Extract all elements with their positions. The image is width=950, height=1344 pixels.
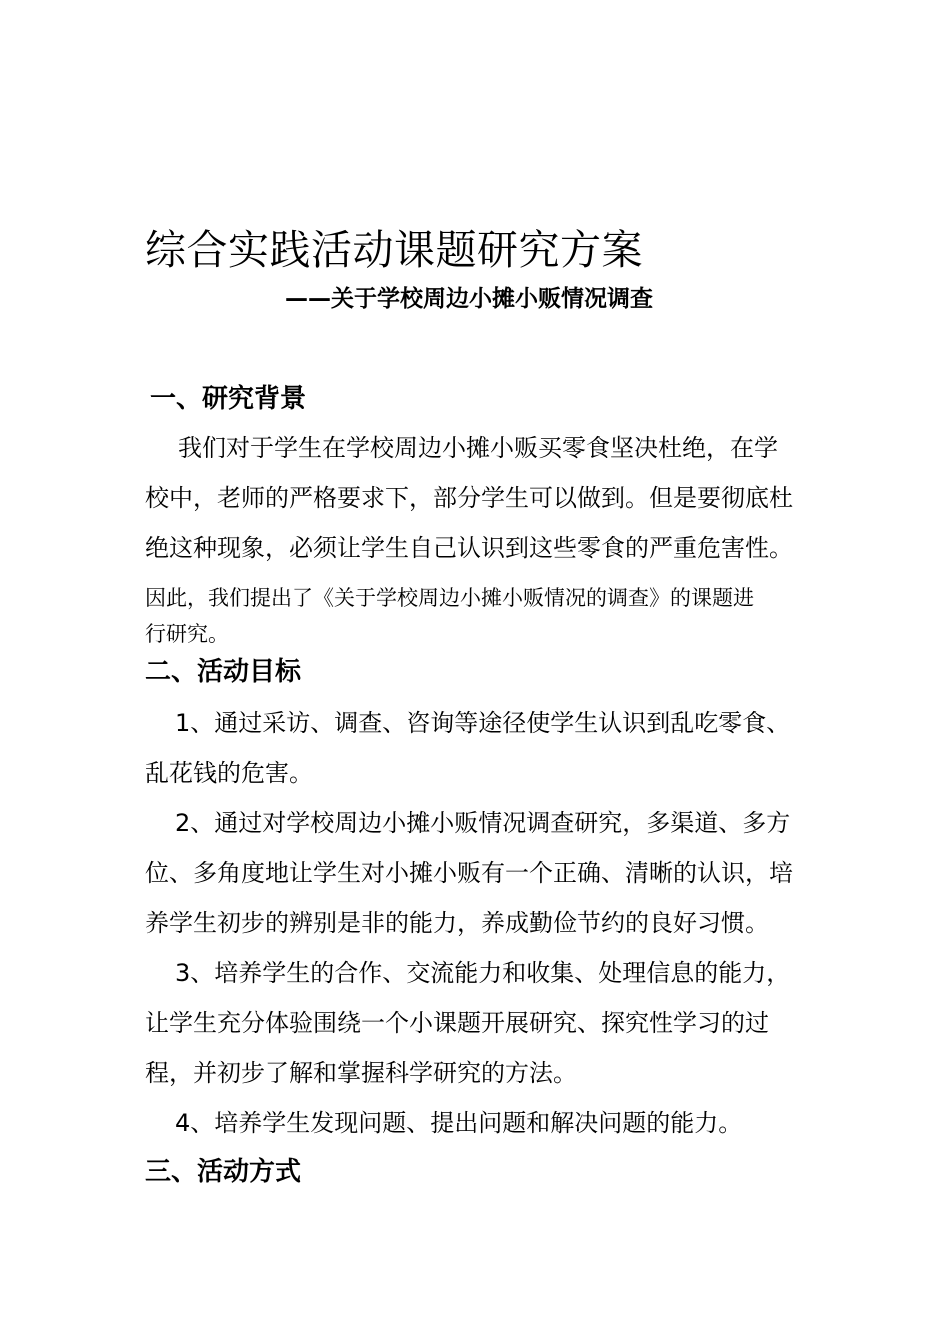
list-item-number: 2	[175, 809, 191, 837]
paragraph-line: 绝这种现象，必须让学生自己认识到这些零食的严重危害性。	[145, 534, 793, 562]
section-heading-methods: 三、活动方式	[145, 1157, 302, 1187]
list-item-text: 、通过采访、调查、咨询等途径使学生认识到乱吃零食、	[190, 709, 791, 737]
list-item-number: 3	[175, 959, 191, 987]
document-subtitle: ——关于学校周边小摊小贩情况调查	[285, 286, 653, 312]
list-item-1-line	[175, 706, 790, 740]
list-item-3-line: 让学生充分体验围绕一个小课题开展研究、探究性学习的过	[145, 1009, 769, 1037]
list-item-2-line: 养学生初步的辨别是非的能力，养成勤俭节约的良好习惯。	[145, 909, 769, 937]
section-heading-background: 一、研究背景	[150, 384, 307, 414]
document-title: 综合实践活动课题研究方案	[145, 226, 643, 274]
list-item-3-line: 程，并初步了解和掌握科学研究的方法。	[145, 1059, 577, 1087]
list-item-2-line	[175, 806, 790, 840]
list-item-text: 、通过对学校周边小摊小贩情况调查研究，多渠道、多方	[190, 809, 791, 837]
section-heading-goals: 二、活动目标	[145, 657, 302, 687]
list-item-1-line: 乱花钱的危害。	[145, 759, 313, 787]
paragraph-line: 因此，我们提出了《关于学校周边小摊小贩情况的调查》的课题进	[145, 586, 754, 610]
list-item-number: 4	[175, 1109, 191, 1137]
list-item-3-line	[175, 956, 790, 990]
paragraph-line: 我们对于学生在学校周边小摊小贩买零食坚决杜绝，在学	[178, 434, 778, 462]
list-item-4-line	[175, 1106, 742, 1140]
list-item-text: 、培养学生发现问题、提出问题和解决问题的能力。	[190, 1109, 743, 1137]
paragraph-line: 行研究。	[145, 622, 229, 646]
list-item-2-line: 位、多角度地让学生对小摊小贩有一个正确、清晰的认识，培	[145, 859, 793, 887]
list-item-number: 1	[175, 709, 191, 737]
paragraph-line: 校中，老师的严格要求下，部分学生可以做到。但是要彻底杜	[145, 484, 793, 512]
list-item-text: 、培养学生的合作、交流能力和收集、处理信息的能力，	[190, 959, 791, 987]
